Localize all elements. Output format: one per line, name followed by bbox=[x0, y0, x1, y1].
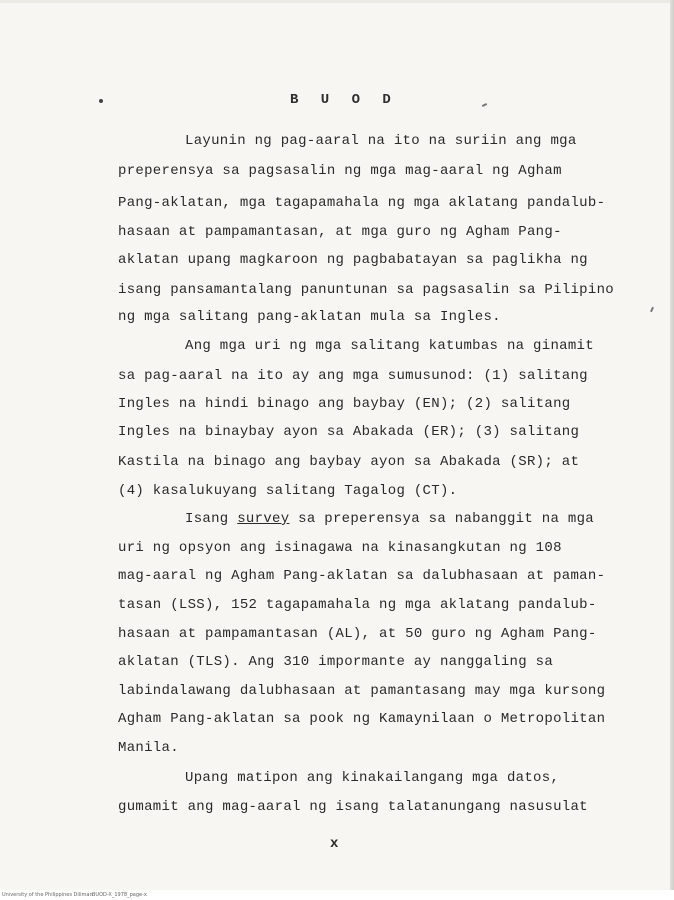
text-line: isang pansamantalang panuntunan sa pagsasalin sa Pilipino bbox=[118, 282, 614, 298]
text-line: sa pag-aaral na ito ay ang mga sumusunod: (1) salitang bbox=[118, 368, 588, 384]
footer-left-text: University of the Philippines Diliman bbox=[2, 892, 93, 898]
underlined-term: survey bbox=[237, 511, 290, 527]
text-line: tasan (LSS), 152 tagapamahala ng mga aklatang pandalub- bbox=[118, 597, 597, 613]
text-line: ng mga salitang pang-aklatan mula sa Ingles. bbox=[118, 309, 501, 325]
text-line: aklatan (TLS). Ang 310 impormante ay nanggaling sa bbox=[118, 654, 554, 670]
text-line: Upang matipon ang kinakailangang mga datos, bbox=[185, 770, 560, 786]
text-line: gumamit ang mag-aaral ng isang talatanungang nasusulat bbox=[118, 799, 588, 815]
page-right-edge bbox=[670, 0, 674, 900]
text-line: hasaan at pampamantasan (AL), at 50 guro ng Agham Pang- bbox=[118, 626, 597, 642]
text-line: Layunin ng pag-aaral na ito na suriin ang mga bbox=[185, 133, 577, 149]
stray-ink-mark bbox=[482, 103, 487, 107]
text-line: Agham Pang-aklatan sa pook ng Kamaynilaan o Metropolitan bbox=[118, 711, 606, 727]
text-line: uri ng opsyon ang isinagawa na kinasangkutan ng 108 bbox=[118, 540, 562, 556]
text-line: preperensya sa pagsasalin ng mga mag-aaral ng Agham bbox=[118, 163, 562, 179]
text-line: Manila. bbox=[118, 740, 179, 756]
punch-dot-mark bbox=[99, 99, 103, 103]
text-line: hasaan at pampamantasan, at mga guro ng Agham Pang- bbox=[118, 224, 562, 240]
stray-ink-mark bbox=[650, 307, 654, 312]
page-top-edge bbox=[0, 0, 674, 3]
text-line: Pang-aklatan, mga tagapamahala ng mga aklatang pandalub- bbox=[118, 195, 606, 211]
text-line: Ingles na binaybay ayon sa Abakada (ER); (3) salitang bbox=[118, 424, 580, 440]
text-line: Kastila na binago ang baybay ayon sa Abakada (SR); at bbox=[118, 454, 580, 470]
text-line: Ang mga uri ng mga salitang katumbas na ginamit bbox=[185, 338, 594, 354]
text-line: aklatan upang magkaroon ng pagbabatayan sa paglikha ng bbox=[118, 252, 588, 268]
text-line: mag-aaral ng Agham Pang-aklatan sa dalubhasaan at paman- bbox=[118, 568, 606, 584]
text-line: labindalawang dalubhasaan at pamantasang may mga kursong bbox=[118, 683, 606, 699]
text-line: (4) kasalukuyang salitang Tagalog (CT). bbox=[118, 483, 458, 499]
text-line: Ingles na hindi binago ang baybay (EN); (2) salitang bbox=[118, 396, 571, 412]
footer-right-text: BUOD-X_1978_page-x bbox=[92, 892, 147, 898]
scan-footer bbox=[0, 890, 674, 900]
text-line: Isang survey sa preperensya sa nabanggit na mga bbox=[185, 511, 594, 527]
page-number: x bbox=[330, 836, 339, 852]
document-title: B U O D bbox=[290, 92, 398, 108]
